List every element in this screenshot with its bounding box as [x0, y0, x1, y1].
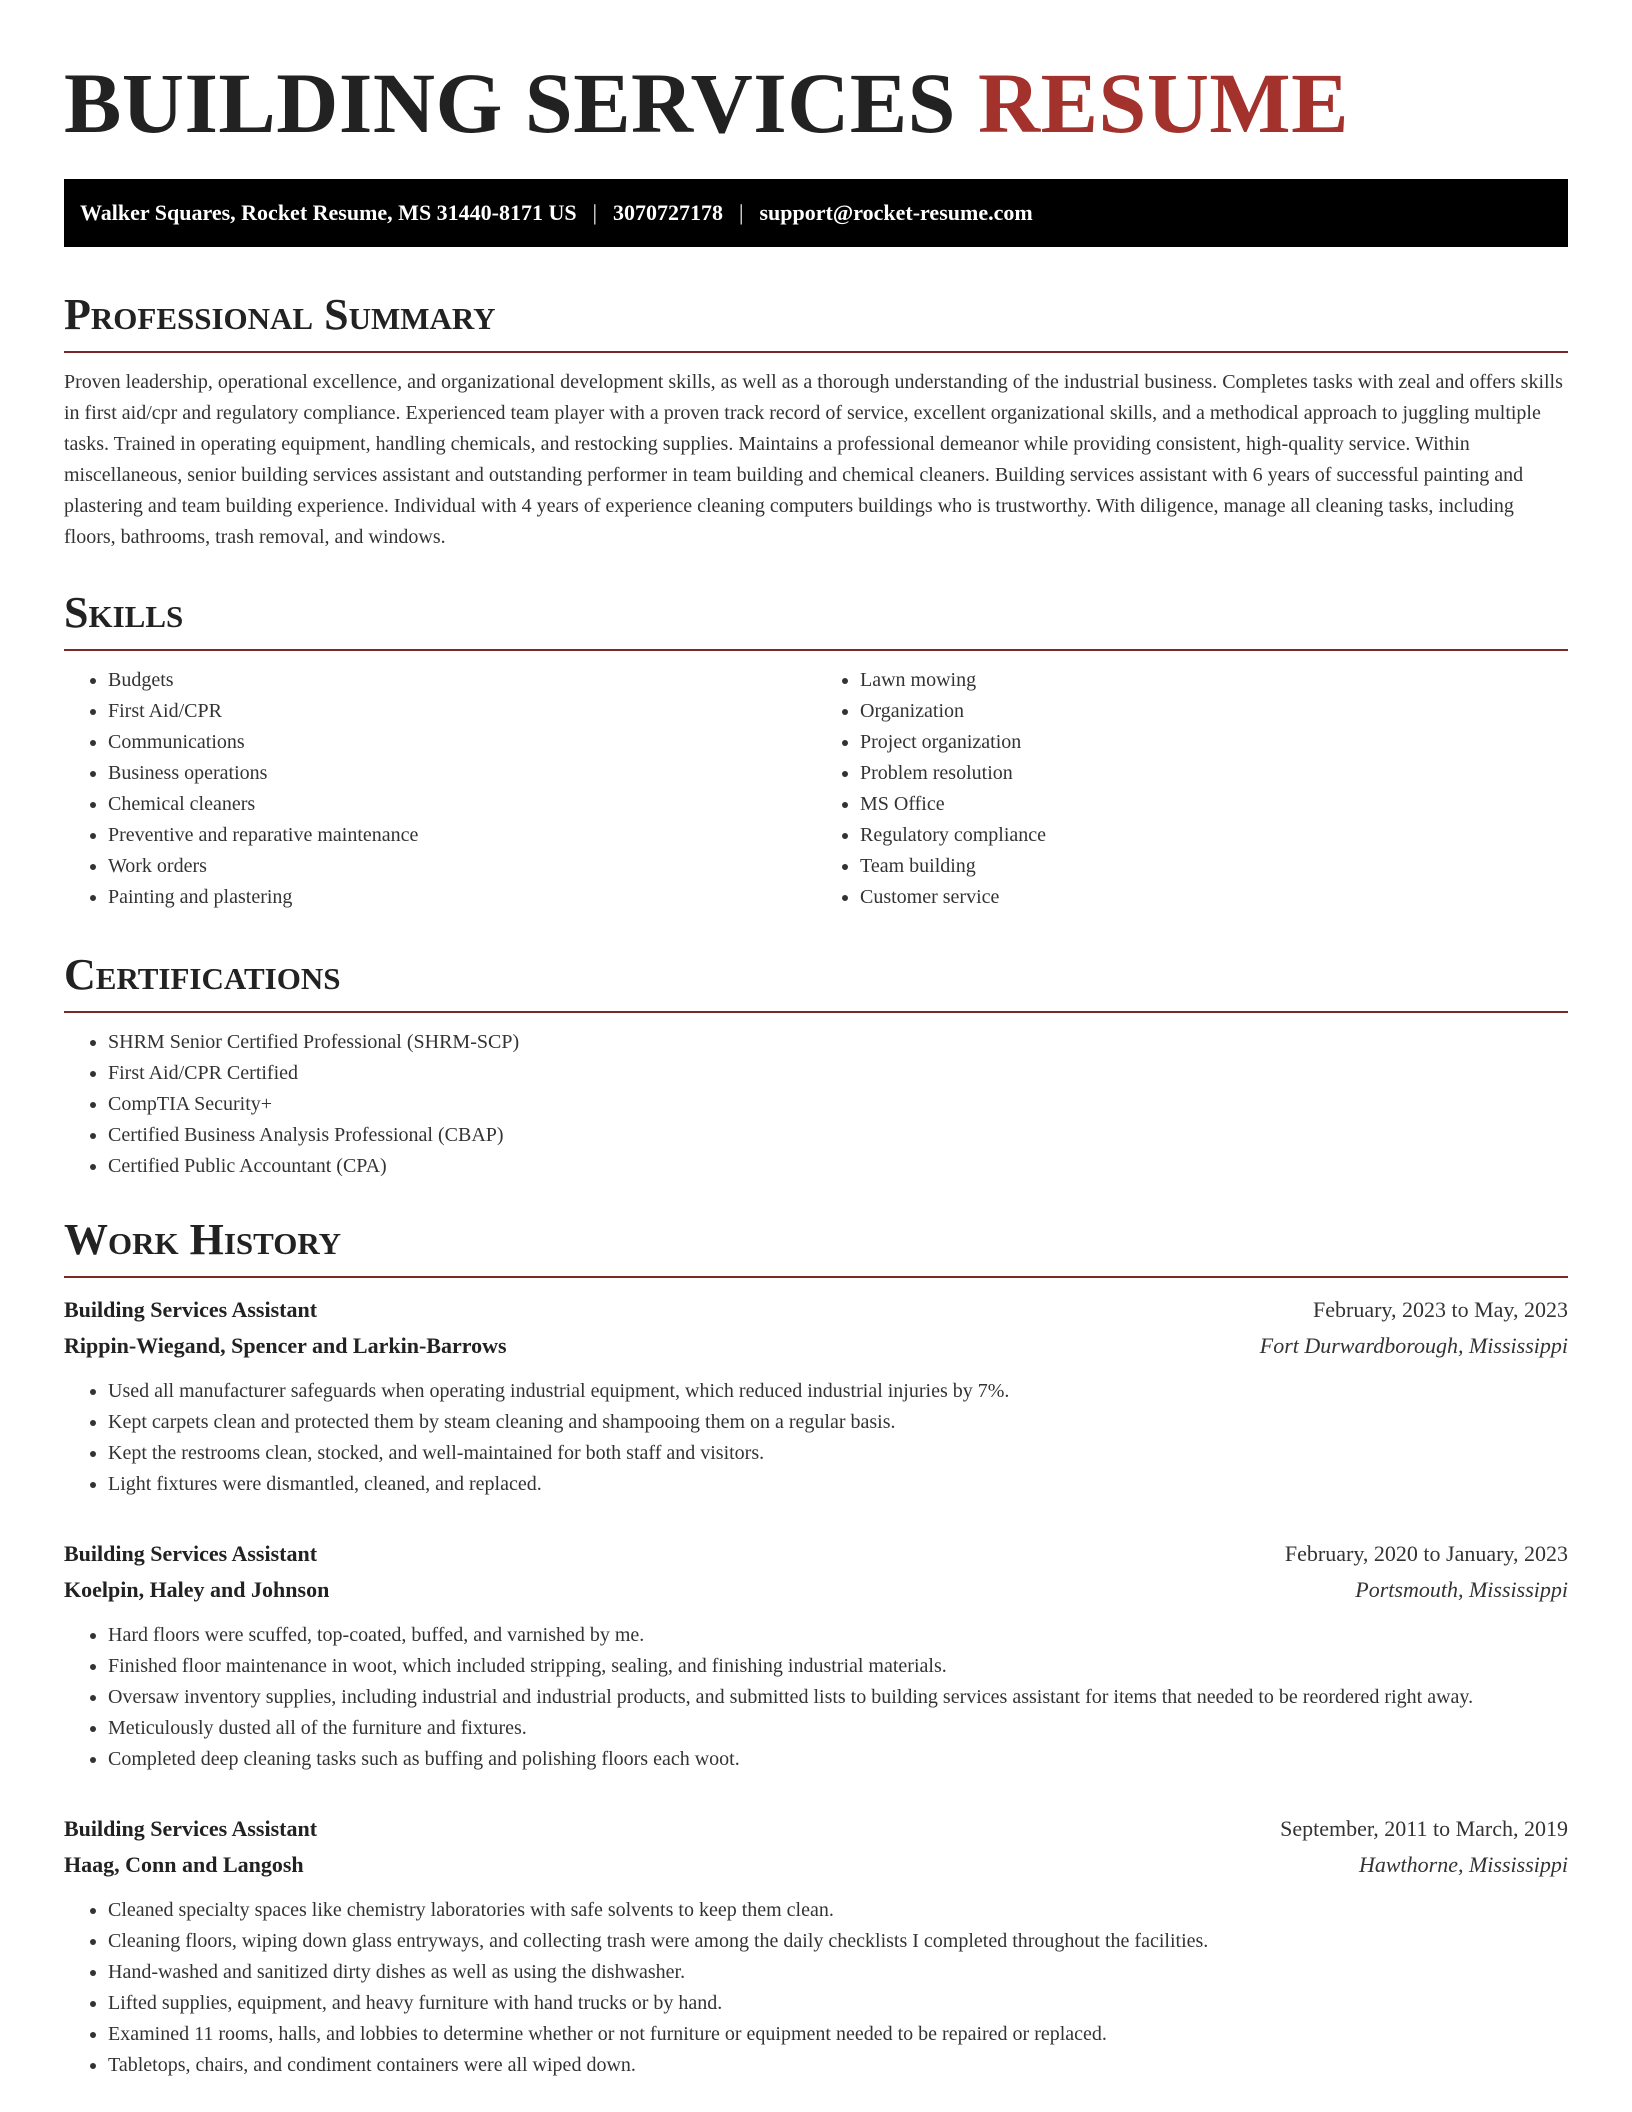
- job-title: Building Services Assistant: [64, 1816, 318, 1841]
- certification-item: • Certified Public Accountant (CPA): [108, 1151, 1568, 1182]
- job-dates: September, 2011 to March, 2019: [1280, 1816, 1568, 1841]
- job-location: Hawthorne, Mississippi: [1358, 1852, 1568, 1877]
- contact-bar: [64, 179, 1568, 247]
- skill-item: • Budgets: [108, 665, 816, 696]
- work-history-heading: Work History: [64, 1218, 1568, 1278]
- job-company: Rippin-Wiegand, Spencer and Larkin-Barrows: [64, 1333, 507, 1358]
- job-duty: • Finished floor maintenance in woot, which included stripping, sealing, and finishing industrial materials.: [108, 1651, 1568, 1682]
- work-history-section: [64, 1215, 1568, 2081]
- job-duty: • Hand-washed and sanitized dirty dishes as well as using the dishwasher.: [108, 1957, 1568, 1988]
- resume-title: [64, 55, 1568, 151]
- contact-separator: |: [739, 200, 744, 225]
- certification-item: • SHRM Senior Certified Professional (SHRM-SCP): [108, 1027, 1568, 1058]
- contact-email: support@rocket-resume.com: [759, 200, 1033, 225]
- job-duty: • Oversaw inventory supplies, including industrial and industrial products, and submitted lists to building services assistant for items that needed to be reordered right away.: [108, 1682, 1568, 1713]
- job-company-row: [64, 1847, 1568, 1883]
- skill-item: • MS Office: [860, 789, 1568, 820]
- title-accent: RESUME: [978, 55, 1349, 151]
- job-duty: • Completed deep cleaning tasks such as buffing and polishing floors each woot.: [108, 1744, 1568, 1775]
- skill-item: • Work orders: [108, 851, 816, 882]
- skill-item: • Lawn mowing: [860, 665, 1568, 696]
- summary-text: Proven leadership, operational excellence, and organizational development skills, as well as a thorough understanding of the industrial business. Completes tasks with zeal and offers skills in first aid/cpr and regulatory compliance. Experienced team player with a proven track record of service, excellent organizational skills, and a methodical approach to juggling multiple tasks. Trained in operating equipment, handling chemicals, and restocking supplies. Maintains a professional demeanor while providing consistent, high-quality service. Within miscellaneous, senior building services assistant and outstanding performer in team building and chemical cleaners. Building services assistant with 6 years of successful painting and plastering and team building experience. Individual with 4 years of experience cleaning computers buildings who is trustworthy. With diligence, manage all cleaning tasks, including floors, bathrooms, trash removal, and windows.: [64, 371, 1563, 548]
- certifications-list: [64, 1027, 1568, 1182]
- job-duty: • Light fixtures were dismantled, cleaned, and replaced.: [108, 1469, 1568, 1500]
- skills-list-left: [64, 665, 816, 913]
- job-duty: • Lifted supplies, equipment, and heavy furniture with hand trucks or by hand.: [108, 1988, 1568, 2019]
- skill-item: • Team building: [860, 851, 1568, 882]
- job-entry: [64, 1292, 1568, 1500]
- certification-item: • Certified Business Analysis Professional (CBAP): [108, 1120, 1568, 1151]
- skill-item: • Chemical cleaners: [108, 789, 816, 820]
- skill-item: • Preventive and reparative maintenance: [108, 820, 816, 851]
- job-company: Haag, Conn and Langosh: [64, 1852, 304, 1877]
- job-header-row: [64, 1811, 1568, 1847]
- job-duties-list: [64, 1895, 1568, 2081]
- job-title: Building Services Assistant: [64, 1297, 318, 1322]
- job-location: Portsmouth, Mississippi: [1355, 1577, 1568, 1602]
- skills-heading: Skills: [64, 591, 1568, 651]
- job-duties-list: [64, 1376, 1568, 1500]
- job-location: Fort Durwardborough, Mississippi: [1259, 1333, 1568, 1358]
- job-duty: • Cleaning floors, wiping down glass entryways, and collecting trash were among the daily checklists I completed throughout the facilities.: [108, 1926, 1568, 1957]
- job-duty: • Used all manufacturer safeguards when operating industrial equipment, which reduced industrial injuries by 7%.: [108, 1376, 1568, 1407]
- contact-phone: 3070727178: [613, 200, 724, 225]
- certification-item: • CompTIA Security+: [108, 1089, 1568, 1120]
- skill-item: • Communications: [108, 727, 816, 758]
- job-company-row: [64, 1328, 1568, 1364]
- skill-item: • Organization: [860, 696, 1568, 727]
- job-duty: • Meticulously dusted all of the furniture and fixtures.: [108, 1713, 1568, 1744]
- job-dates: February, 2020 to January, 2023: [1284, 1541, 1568, 1566]
- job-duty: • Kept the restrooms clean, stocked, and well-maintained for both staff and visitors.: [108, 1438, 1568, 1469]
- job-duty: • Cleaned specialty spaces like chemistry laboratories with safe solvents to keep them clean.: [108, 1895, 1568, 1926]
- summary-heading: Professional Summary: [64, 293, 1568, 353]
- contact-separator: |: [592, 200, 598, 225]
- title-main: BUILDING SERVICES: [64, 55, 957, 151]
- job-entry: [64, 1536, 1568, 1775]
- certification-item: • First Aid/CPR Certified: [108, 1058, 1568, 1089]
- skills-grid: [64, 665, 1568, 913]
- job-duty: • Hard floors were scuffed, top-coated, buffed, and varnished by me.: [108, 1620, 1568, 1651]
- job-duty: • Examined 11 rooms, halls, and lobbies to determine whether or not furniture or equipment needed to be repaired or replaced.: [108, 2019, 1568, 2050]
- skill-item: • Customer service: [860, 882, 1568, 913]
- certifications-section: [64, 950, 1568, 1182]
- skill-item: • Project organization: [860, 727, 1568, 758]
- skill-item: • Painting and plastering: [108, 882, 816, 913]
- job-duties-list: [64, 1620, 1568, 1775]
- skills-list-right: [816, 665, 1568, 913]
- summary-section: [64, 290, 1568, 553]
- job-dates: February, 2023 to May, 2023: [1313, 1297, 1568, 1322]
- job-header-row: [64, 1292, 1568, 1328]
- job-company-row: [64, 1572, 1568, 1608]
- job-entry: [64, 1811, 1568, 2081]
- skill-item: • Business operations: [108, 758, 816, 789]
- job-header-row: [64, 1536, 1568, 1572]
- certifications-heading: Certifications: [64, 953, 1568, 1013]
- job-company: Koelpin, Haley and Johnson: [64, 1577, 330, 1602]
- job-duty: • Tabletops, chairs, and condiment containers were all wiped down.: [108, 2050, 1568, 2081]
- skill-item: • First Aid/CPR: [108, 696, 816, 727]
- skills-section: [64, 588, 1568, 913]
- skill-item: • Regulatory compliance: [860, 820, 1568, 851]
- job-title: Building Services Assistant: [64, 1541, 318, 1566]
- contact-address: Walker Squares, Rocket Resume, MS 31440-8171 US: [80, 200, 577, 225]
- job-duty: • Kept carpets clean and protected them by steam cleaning and shampooing them on a regular basis.: [108, 1407, 1568, 1438]
- skill-item: • Problem resolution: [860, 758, 1568, 789]
